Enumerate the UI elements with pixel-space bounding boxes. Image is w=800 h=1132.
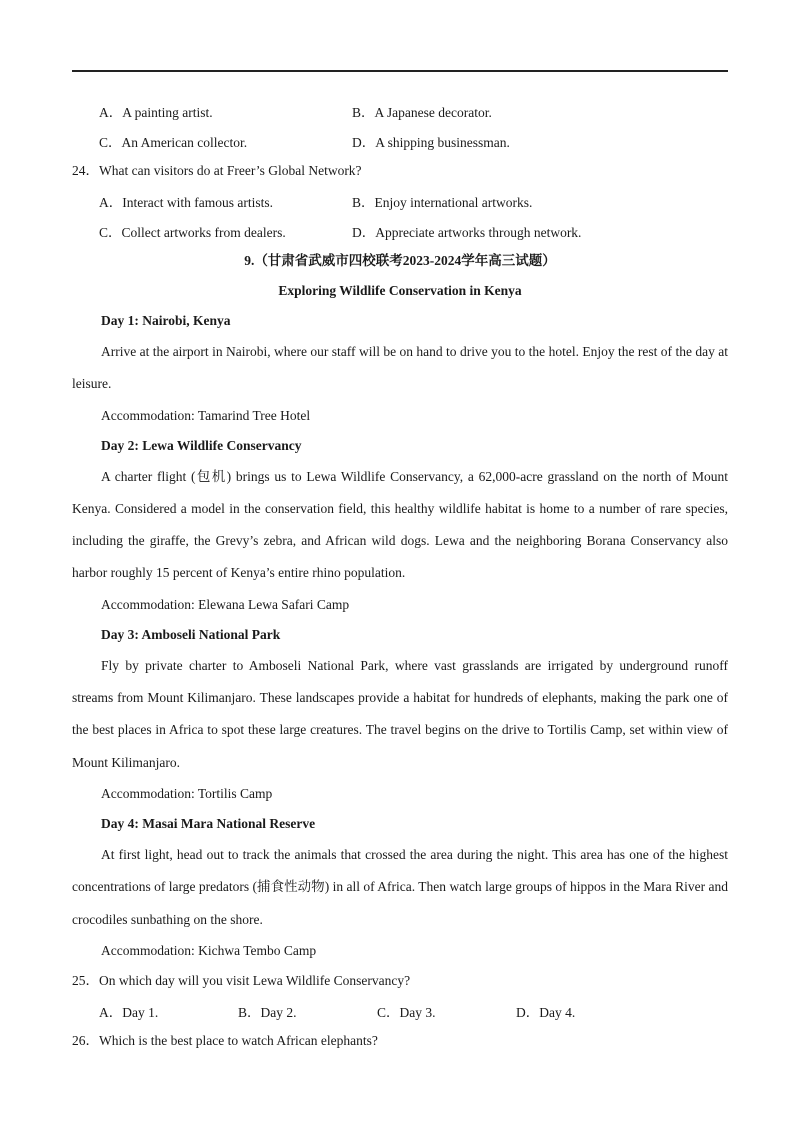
q25-option-c[interactable]: C．Day 3. (377, 1004, 436, 1020)
question-25-stem: 25．On which day will you visit Lewa Wildlife Conservancy? (72, 972, 411, 988)
header-rule (72, 70, 728, 72)
passage-title: Exploring Wildlife Conservation in Kenya (278, 283, 522, 298)
q23-option-b[interactable]: B．A Japanese decorator. (352, 105, 492, 120)
day-3-accommodation: Accommodation: Tortilis Camp (101, 785, 273, 801)
q23-options-row-1 (72, 96, 728, 126)
q25-option-a[interactable]: A．Day 1. (99, 1004, 159, 1020)
day-3-heading: Day 3: Amboseli National Park (101, 626, 281, 642)
q25-option-d[interactable]: D．Day 4. (516, 1004, 576, 1020)
day-1-body: Arrive at the airport in Nairobi, where our staff will be on hand to drive you to the hotel. Enjoy the rest of the day at leisure. (72, 344, 728, 392)
day-2-heading: Day 2: Lewa Wildlife Conservancy (101, 437, 302, 453)
day-4-body: At first light, head out to track the animals that crossed the area during the night. This area has one of the highest concentrations of large predators (捕食性动物) in all of Africa. Then watch large groups of hippos in the Mara River and crocodiles sunbathing on the shore. (72, 846, 728, 927)
q24-option-c[interactable]: C．Collect artworks from dealers. (99, 225, 286, 240)
day-4-accommodation: Accommodation: Kichwa Tembo Camp (101, 942, 317, 958)
day-4-heading: Day 4: Masai Mara National Reserve (101, 815, 316, 831)
q24-options-row-2 (72, 216, 728, 246)
question-26-stem: 26．Which is the best place to watch African elephants? (72, 1032, 378, 1048)
q23-option-a[interactable]: A．A painting artist. (99, 105, 213, 120)
q23-option-d[interactable]: D．A shipping businessman. (352, 135, 510, 150)
q24-option-d[interactable]: D．Appreciate artworks through network. (352, 225, 582, 240)
q25-options-row (72, 996, 728, 1026)
day-2-accommodation: Accommodation: Elewana Lewa Safari Camp (101, 596, 350, 612)
question-24-stem: 24．What can visitors do at Freer’s Global Network? (72, 163, 362, 178)
document-page (72, 96, 728, 1056)
q23-options-row-2 (72, 126, 728, 156)
q23-option-c[interactable]: C．An American collector. (99, 135, 248, 150)
q24-options-row-1 (72, 186, 728, 216)
section-source: 9.（甘肃省武威市四校联考2023-2024学年高三试题） (244, 253, 556, 268)
day-1-heading: Day 1: Nairobi, Kenya (101, 313, 231, 328)
q25-option-b[interactable]: B．Day 2. (238, 1004, 297, 1020)
q24-option-a[interactable]: A．Interact with famous artists. (99, 195, 273, 210)
q24-option-b[interactable]: B．Enjoy international artworks. (352, 195, 533, 210)
day-1-accommodation: Accommodation: Tamarind Tree Hotel (101, 407, 311, 423)
day-3-body: Fly by private charter to Amboseli National Park, where vast grasslands are irrigated by underground runoff streams from Mount Kilimanjaro. These landscapes provide a habitat for hundreds of elephants, making the park one of the best places in Africa to spot these large creatures. The travel begins on the drive to Tortilis Camp, set within view of Mount Kilimanjaro. (72, 657, 728, 770)
day-2-body: A charter flight (包机) brings us to Lewa Wildlife Conservancy, a 62,000-acre grassland on the north of Mount Kenya. Considered a model in the conservation field, this healthy wildlife habitat is home to a number of rare species, including the giraffe, the Grevy’s zebra, and African wild dogs. Lewa and the neighboring Borana Conservancy also harbor roughly 15 percent of Kenya’s entire rhino population. (72, 468, 728, 581)
